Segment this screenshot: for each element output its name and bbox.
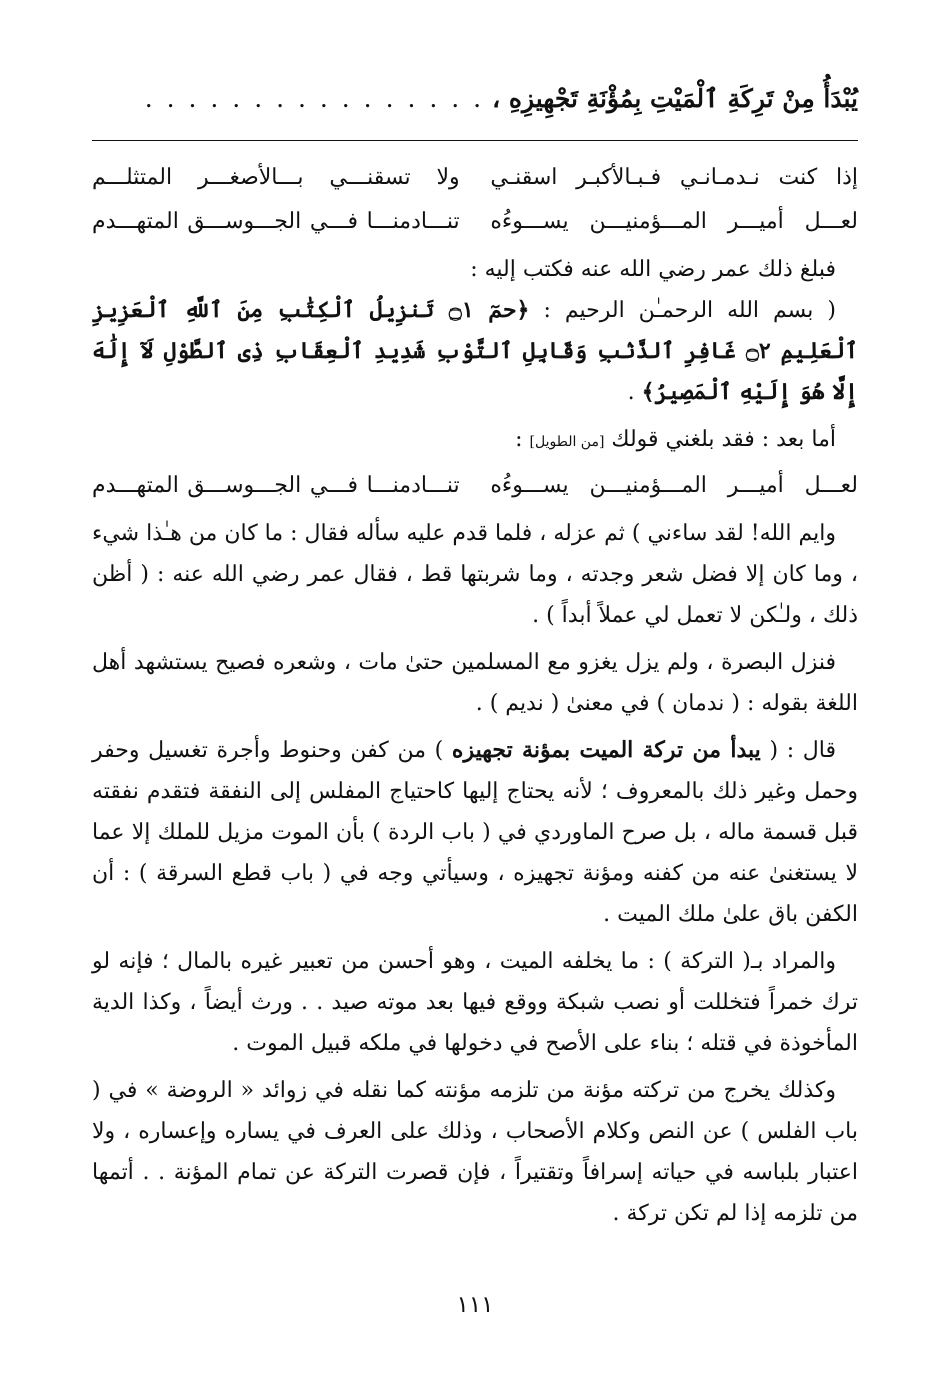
verse-second-hemistich: تنـــادمنـــا فـــي الجـــوســـق المتهـــدم — [92, 472, 460, 498]
book-page — [92, 70, 858, 1381]
poem-verse — [92, 155, 858, 199]
matn-text: يبدأ من تركة الميت بمؤنة تجهيزه — [451, 737, 761, 763]
sentence-end: . — [627, 380, 635, 405]
paragraph: والمراد بـ( التركة ) : ما يخلفه الميت ، وهو أحسن من تعبير غيره بالمال ؛ فإنه لو ترك خمراً فتخللت أو نصب شبكة ووقع فيها بعد موته صيد . . ورث أيضاً ، وكذا الدية المأخوذة في قتله ؛ بناء على الأصح في دخولها في ملكه قبيل الموت . — [92, 949, 858, 1056]
running-header — [92, 70, 858, 126]
paragraph: وكذلك يخرج من تركته مؤنة من تلزمه مؤنته كما نقله في زوائد « الروضة » في ( باب الفلس ) عن النص وكلام الأصحاب ، وذلك على العرف في يساره وإعساره ، ولا اعتبار بلباسه في حياته إسرافاً وتقتيراً ، فإن قصرت التركة عن تمام المؤنة . . أتمها من تلزمه إذا لم تكن تركة . — [92, 1078, 858, 1226]
paragraph-commentary — [92, 730, 858, 935]
verse-first-hemistich: لعـــل أميـــر المـــؤمنيـــن يســـوءُه — [490, 472, 858, 498]
paragraph — [92, 419, 858, 463]
meter-note: [من الطويل] — [529, 434, 605, 450]
letter-text: أما بعد : فقد بلغني قولك — [611, 427, 836, 452]
leader-dots: . . . . . . . . . . . . . . . . — [144, 83, 485, 113]
paragraph-quran-quote — [92, 290, 858, 413]
verse-second-hemistich: ولا تسقنـــي بـــالأصغـــر المتثلـــم — [92, 164, 460, 190]
poem-verse — [92, 199, 858, 243]
poem-block-1 — [92, 155, 858, 243]
commentary-text: ) من كفن وحنوط وأجرة تغسيل وحفر وحمل وغير ذلك بالمعروف ؛ لأنه يحتاج إليها كاحتياج المفلس إلى النفقة فتقدم نفقته قبل قسمة ماله ، بل صرح الماوردي في ( باب الردة ) بأن الموت مزيل للملك إلا عما لا يستغنىٰ عنه من كفنه ومؤنة تجهيزه ، وسيأتي وجه في ( باب قطع السرقة ) : أن الكفن باق علىٰ ملك الميت . — [92, 738, 858, 927]
quote-open: قال : ( — [769, 738, 837, 763]
paragraph: فنزل البصرة ، ولم يزل يغزو مع المسلمين حتىٰ مات ، وشعره فصيح يستشهد أهل اللغة بقوله : ( ندمان ) في معنىٰ ( نديم ) . — [92, 650, 858, 716]
quran-verse: ﴿حمٓ ۝١ تَنزِيلُ ٱلْكِتَٰبِ مِنَ ٱللَّهِ ٱلْعَزِيزِ ٱلْعَلِيمِ ۝٢ غَافِرِ ٱلذَّنۢبِ وَقَابِلِ ٱلتَّوْبِ شَدِيدِ ٱلْعِقَابِ ذِى ٱلطَّوْلِ لَآ إِلَٰهَ إِلَّا هُوَ إِلَيْهِ ٱلْمَصِيرُ﴾ — [92, 297, 858, 405]
poem-block-2 — [92, 463, 858, 507]
running-title: يُبْدَأُ مِنْ تَرِكَةِ ٱلْمَيْتِ بِمُؤْنَةِ تَجْهِيزِهِ ، — [492, 83, 858, 113]
header-rule — [92, 140, 858, 141]
verse-first-hemistich: لعـــل أميـــر المـــؤمنيـــن يســـوءُه — [490, 208, 858, 234]
poem-verse — [92, 463, 858, 507]
verse-first-hemistich: إذا كنت نـدمـانـي فـبـالأكبـر اسقنـي — [490, 164, 858, 190]
paragraph: وايم الله! لقد ساءني ) ثم عزله ، فلما قدم عليه سأله فقال : ما كان من هـٰذا شيء ، وما كان إلا فضل شعر وجدته ، وما شربتها قط ، فقال عمر رضي الله عنه : ( أظن ذلك ، ولـٰكن لا تعمل لي عملاً أبداً ) . — [92, 521, 858, 628]
verse-second-hemistich: تنـــادمنـــا فـــي الجـــوســـق المتهـــدم — [92, 208, 460, 234]
page-number: ١١١ — [456, 1292, 494, 1318]
paragraph: فبلغ ذلك عمر رضي الله عنه فكتب إليه : — [470, 257, 836, 282]
letter-opening: ( بسم الله الرحمـٰن الرحيم : — [543, 298, 837, 323]
colon: : — [515, 427, 523, 452]
